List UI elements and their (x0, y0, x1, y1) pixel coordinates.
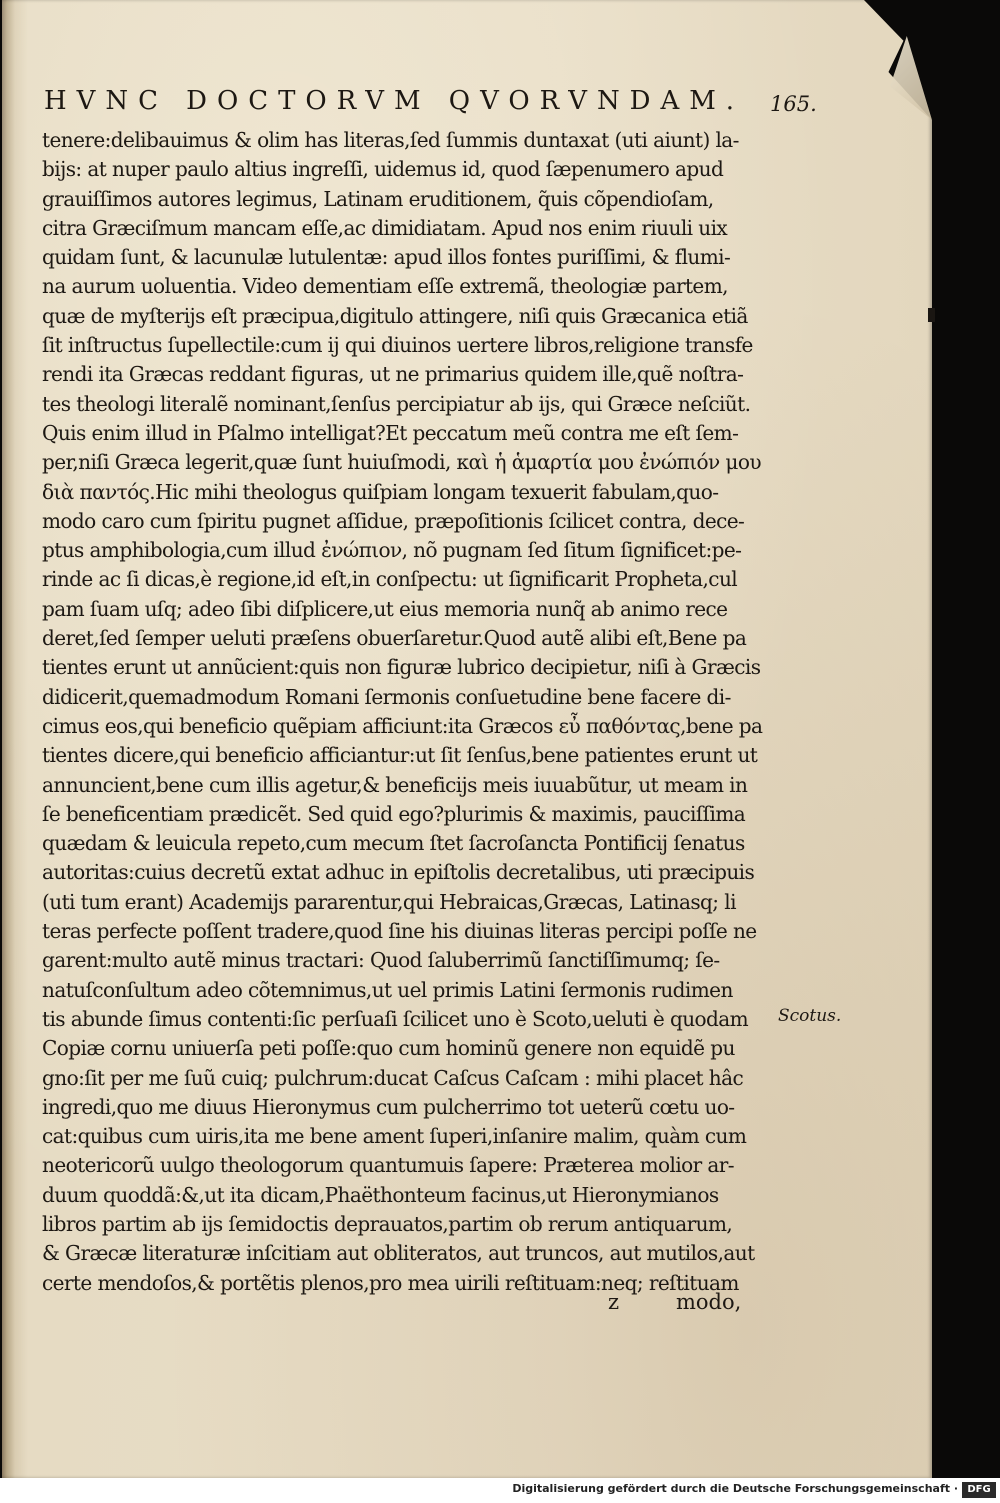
text-line: rinde ac ſi dicas,è regione,id eſt,in conſpectu: ut ſignificarit Propheta,cul (42, 567, 738, 592)
text-line: per,niſi Græca legerit,quæ ſunt huiuſmodi, καὶ ἡ ἁμαρτία μου ἐνώπιόν μου (42, 450, 761, 475)
text-line: Copiæ cornu uniuerſa peti poſſe:quo cum hominũ genere non equidẽ pu (42, 1036, 735, 1061)
text-line: tenere:delibauimus & olim has literas,ſed ſummis duntaxat (uti aiunt) la- (42, 128, 739, 152)
text-line: certe mendoſos,& portẽtis plenos,pro mea uirili reſtituam:neq; reſtituam (42, 1270, 739, 1295)
text-line: tientes erunt ut annũcient:quis non figuræ lubrico decipietur, niſi à Græcis (42, 655, 761, 680)
funding-credit: Digitalisierung gefördert durch die Deutsche Forschungsgemeinschaft · (512, 1482, 958, 1495)
text-line: citra Græciſmum mancam eſſe,ac dimidiatam. Apud nos enim riuuli uix (42, 215, 728, 240)
text-line: libros partim ab ijs ſemidoctis deprauatos,partim ob rerum antiquarum, (42, 1211, 733, 1236)
text-line: deret,ſed ſemper ueluti præſens obuerſaretur.Quod autẽ alibi eſt,Bene pa (42, 626, 747, 651)
text-line: ptus amphibologia,cum illud ἐνώπιον, nõ pugnam ſed ſitum ſignificet:pe- (42, 538, 742, 563)
signature-mark: z (608, 1290, 620, 1314)
running-head: HVNC DOCTORVM QVORVNDAM. (44, 86, 745, 116)
text-line: grauiſſimos autores legimus, Latinam eruditionem, q̃uis cõpendioſam, (42, 186, 714, 211)
text-line: quidam ſunt, & lacunulæ lutulentæ: apud illos fontes puriſſimi, & flumi- (42, 245, 731, 270)
text-line: pam ſuam uſq; adeo ſibi diſplicere,ut eius memoria nunq̃ ab animo rece (42, 596, 728, 621)
text-lines (42, 126, 782, 1298)
text-line: ſe beneficentiam prædicẽt. Sed quid ego?plurimis & maximis, pauciſſima (42, 801, 746, 826)
text-line: cat:quibus cum uiris,ita me bene ament ſuperi,inſanire malim, quàm cum (42, 1124, 747, 1149)
text-line: na aurum uoluentia. Video dementiam eſſe extremã, theologiæ partem, (42, 274, 728, 299)
text-line: modo caro cum ſpiritu pugnet aſſidue, præpoſitionis ſcilicet contra, dece- (42, 508, 745, 533)
text-line: tientes dicere,qui beneficio afficiantur:ut ſit ſenſus,bene patientes erunt ut (42, 743, 758, 768)
page-edge-tab (928, 308, 935, 322)
text-line: rendi ita Græcas reddant figuras, ut ne primarius quidem ille,quẽ noſtra- (42, 362, 744, 387)
text-line: quæ de myſterijs eſt præcipua,digitulo attingere, niſi quis Græcanica etiã (42, 303, 748, 328)
text-line: gno:ſit per me ſuũ cuiq; pulchrum:ducat Caſcus Caſcam : mihi placet hâc (42, 1065, 744, 1090)
text-line: neotericorũ uulgo theologorum quantumuis ſapere: Præterea molior ar- (42, 1153, 734, 1178)
text-line: natuſconſultum adeo cõtemnimus,ut uel primis Latini ſermonis rudimen (42, 977, 733, 1002)
text-line: Quis enim illud in Pſalmo intelligat?Et peccatum meũ contra me eſt ſem- (42, 420, 739, 445)
text-line: & Græcæ literaturæ inſcitiam aut obliteratos, aut truncos, aut mutilos,aut (42, 1241, 755, 1266)
text-line: ingredi,quo me diuus Hieronymus cum pulcherrimo tot ueterũ cœtu uo- (42, 1094, 735, 1119)
folio-number: 165. (770, 92, 817, 116)
text-line: tis abunde ſimus contenti:ſic perſuaſi ſcilicet uno è Scoto,ueluti è quodam (42, 1006, 749, 1031)
text-line: cimus eos,qui beneficio quẽpiam afficiunt:ita Græcos εὖ παθόντας,bene pa (42, 713, 763, 738)
text-line: ſit inſtructus ſupellectile:cum ij qui diuinos uertere libros,religione transfe (42, 333, 753, 358)
dfg-logo: DFG (962, 1482, 996, 1498)
text-line: duum quoddã:&,ut ita dicam,Phaëthonteum facinus,ut Hieronymianos (42, 1182, 719, 1207)
text-line: bijs: at nuper paulo altius ingreſſi, uidemus id, quod ſæpenumero apud (42, 157, 724, 182)
text-line: teras perfecte poſſent tradere,quod ſine his diuinas literas percipi poſſe ne (42, 919, 757, 944)
text-line: διὰ παντός.Hic mihi theologus quiſpiam longam texuerit fabulam,quo- (42, 479, 719, 504)
text-line: didicerit,quemadmodum Romani ſermonis conſuetudine bene facere di- (42, 684, 731, 709)
footer-bar (0, 1478, 1000, 1503)
text-line: (uti tum erant) Academijs pararentur,qui Hebraicas,Græcas, Latinasq; li (42, 889, 736, 914)
text-line: tes theologi literalẽ nominant,ſenſus percipiatur ab ijs, qui Græce neſciũt. (42, 391, 751, 416)
catchword: modo, (676, 1290, 742, 1314)
text-line: quædam & leuicula repeto,cum mecum ſtet ſacroſancta Pontificij ſenatus (42, 831, 745, 856)
text-line: annuncient,bene cum illis agetur,& beneficijs meis iuuabũtur, ut meam in (42, 772, 748, 797)
book-page (2, 0, 932, 1478)
text-line: garent:multo autẽ minus tractari: Quod ſaluberrimũ ſanctiſſimumq; ſe- (42, 948, 720, 973)
margin-note: Scotus. (778, 1006, 842, 1026)
text-line: autoritas:cuius decretũ extat adhuc in epiſtolis decretalibus, uti præcipuis (42, 860, 755, 885)
